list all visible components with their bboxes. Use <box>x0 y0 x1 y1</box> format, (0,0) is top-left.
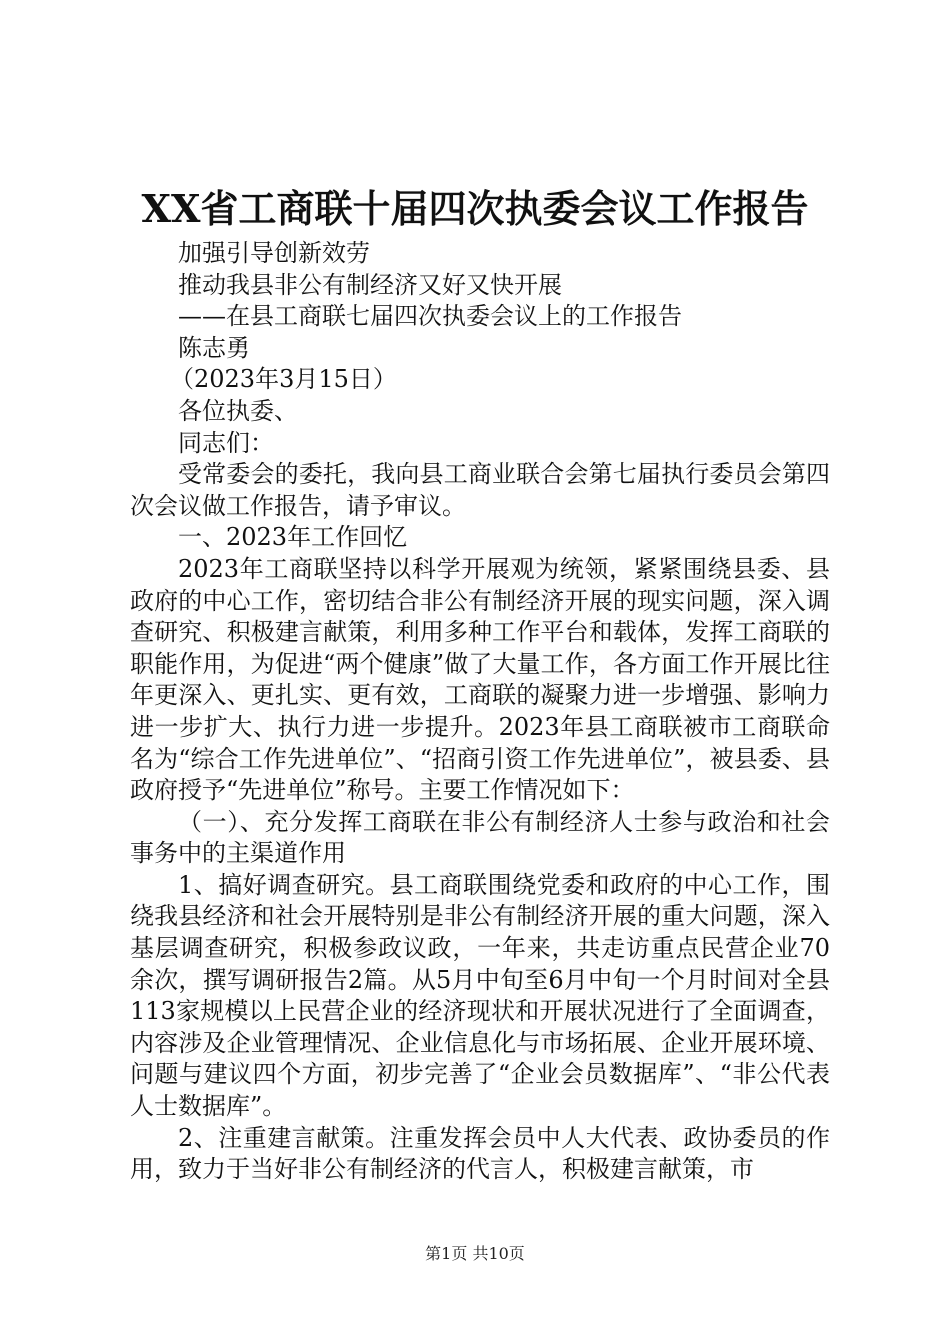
salutation-line-1: 各位执委、 <box>178 396 298 425</box>
document-title: XX省工商联十届四次执委会议工作报告 <box>141 186 809 231</box>
item-2-paragraph: 2、注重建言献策。注重发挥会员中人大代表、政协委员的作用，致力于当好非公有制经济的代言人，积极建言献策，市 <box>130 1123 830 1184</box>
report-date: （2023年3月15日） <box>170 365 397 394</box>
section-heading: 一、2023年工作回忆 <box>178 523 408 552</box>
subsection-heading: （一）、充分发挥工商联在非公有制经济人士参与政治和社会事务中的主渠道作用 <box>130 807 830 868</box>
subtitle-line-3: ——在县工商联七届四次执委会议上的工作报告 <box>178 302 682 331</box>
item-1-paragraph: 1、搞好调查研究。县工商联围绕党委和政府的中心工作，围绕我县经济和社会开展特别是非公有制经济开展的重大问题，深入基层调查研究，积极参政议政，一年来，共走访重点民营企业70余次，撰写调研报告2篇。从5月中旬至6月中旬一个月时间对全县113家规模以上民营企业的经济现状和开展状况进行了全面调查，内容涉及企业管理情况、企业信息化与市场拓展、企业开展环境、问题与建议四个方面，初步完善了“企业会员数据库”、“非公代表人士数据库”。 <box>130 870 830 1121</box>
document-body <box>130 238 830 1186</box>
subtitle-line-2: 推动我县非公有制经济又好又快开展 <box>178 270 562 299</box>
salutation-line-2: 同志们： <box>178 428 274 457</box>
review-paragraph: 2023年工商联坚持以科学开展观为统领，紧紧围绕县委、县政府的中心工作，密切结合非公有制经济开展的现实问题，深入调查研究、积极建言献策，利用多种工作平台和载体，发挥工商联的职能作用，为促进“两个健康”做了大量工作，各方面工作开展比往年更深入、更扎实、更有效，工商联的凝聚力进一步增强、影响力进一步扩大、执行力进一步提升。2023年县工商联被市工商联命名为“综合工作先进单位”、“招商引资工作先进单位”，被县委、县政府授予“先进单位”称号。主要工作情况如下： <box>130 554 830 805</box>
intro-paragraph: 受常委会的委托，我向县工商业联合会第七届执行委员会第四次会议做工作报告，请予审议。 <box>130 460 830 520</box>
author-name: 陈志勇 <box>178 333 250 362</box>
subtitle-line-1: 加强引导创新效劳 <box>178 239 370 267</box>
page-indicator: 第1页 共10页 <box>425 1244 525 1263</box>
